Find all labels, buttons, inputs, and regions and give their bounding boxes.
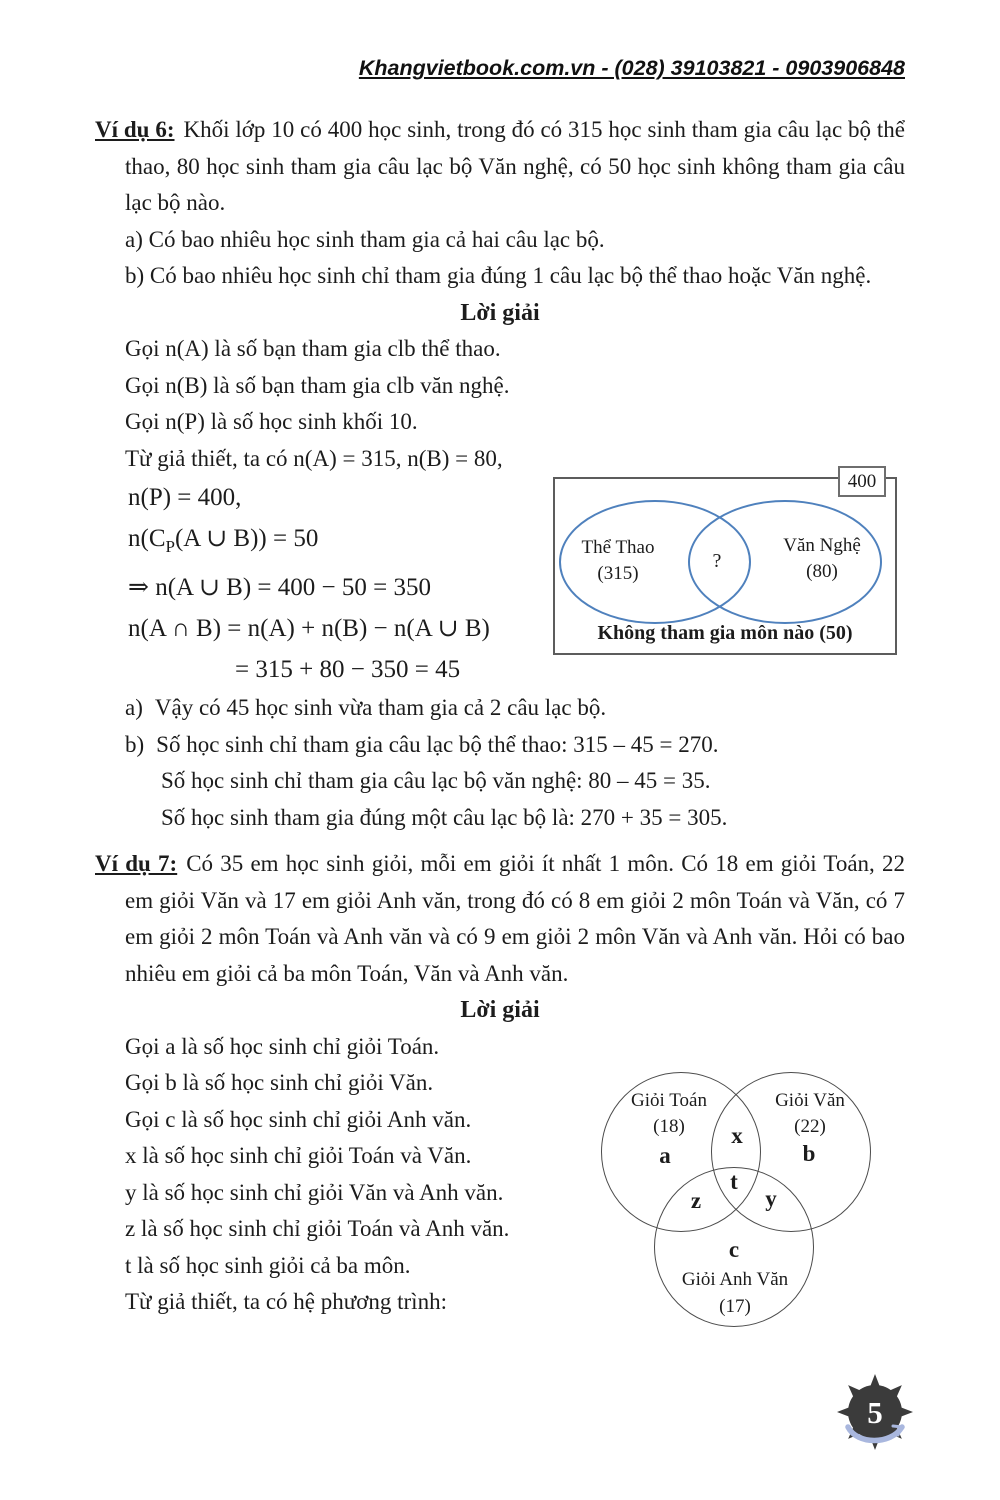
solution6-line: Gọi n(B) là số bạn tham gia clb văn nghệ. [125, 372, 510, 398]
example7-statement-text: Có 35 em học sinh giỏi, mỗi em giỏi ít nhất 1 môn. Có 18 em giỏi Toán, 22 em giỏi Văn và 17 em giỏi Anh văn, trong đó có 8 em giỏi 2 môn Toán và Văn, có 7 em giỏi 2 môn Toán và Anh văn và có 9 em giỏi 2 môn Văn và Anh văn. Hỏi có bao nhiêu em giỏi cả ba môn Toán, Văn và Anh văn. [125, 851, 906, 986]
formula-complement-pre: n(C [128, 525, 166, 552]
example7-label: Ví dụ 7: [95, 851, 178, 876]
venn1-set-b-count: (80) [806, 561, 838, 582]
result-b3: Số học sinh tham gia đúng một câu lạc bộ là: 270 + 35 = 305. [161, 804, 728, 830]
venn2-region-b: b [802, 1141, 816, 1166]
solution7-heading: Lời giải [460, 997, 540, 1023]
example6-statement [95, 112, 905, 222]
venn1-intersection-label: ? [712, 550, 722, 572]
solution7-line: Gọi a là số học sinh chỉ giỏi Toán. [125, 1033, 440, 1059]
solution7-line: t là số học sinh giỏi cả ba môn. [125, 1252, 411, 1278]
example6-statement-text: Khối lớp 10 có 400 học sinh, trong đó có 315 học sinh tham gia câu lạc bộ thể thao, 80 học sinh tham gia câu lạc bộ Văn nghệ, có 50 học sinh không tham gia câu lạc bộ nào. [125, 117, 905, 215]
venn2-region-a: a [659, 1143, 671, 1168]
venn-diagram-three-sets [595, 1062, 885, 1337]
formula-complement-post: (A ∪ B)) = 50 [174, 525, 319, 552]
venn2-set-toan-name: Giỏi Toán [631, 1090, 707, 1111]
venn1-outside-caption: Không tham gia môn nào (50) [597, 622, 853, 644]
venn2-region-z: z [690, 1188, 702, 1213]
formula-complement-sub: P [165, 537, 175, 556]
venn-diagram-two-sets [553, 471, 897, 655]
formula-np: n(P) = 400, [128, 484, 242, 511]
venn2-set-anh-count: (17) [719, 1296, 751, 1317]
example7-statement [95, 846, 905, 992]
venn2-region-c: c [728, 1237, 740, 1262]
solution7-line: Từ giả thiết, ta có hệ phương trình: [125, 1289, 447, 1314]
venn2-set-van-label [748, 1088, 872, 1140]
solution6-heading: Lời giải [460, 299, 540, 326]
venn2-set-anh-label [655, 1266, 815, 1320]
venn1-set-a-name: Thể Thao [581, 537, 655, 558]
result-b-text: Số học sinh chỉ tham gia câu lạc bộ thể thao: 315 – 45 = 270. [156, 731, 719, 757]
venn1-set-b-name: Văn Nghệ [783, 535, 861, 556]
venn2-set-van-count: (22) [794, 1116, 826, 1137]
result-a-label: a) [125, 695, 143, 720]
page-number: 5 [867, 1395, 883, 1430]
venn2-set-toan-label [607, 1088, 731, 1140]
venn2-region-t: t [730, 1169, 738, 1194]
formula-intersection: n(A ∩ B) = n(A) + n(B) − n(A ∪ B) [128, 615, 490, 642]
venn2-set-van-name: Giỏi Văn [775, 1090, 845, 1111]
solution6-line: Gọi n(P) là số học sinh khối 10. [125, 409, 418, 434]
formula-intersection-result: = 315 + 80 − 350 = 45 [235, 656, 461, 683]
solution7-line: Gọi c là số học sinh chỉ giỏi Anh văn. [125, 1106, 472, 1132]
venn2-region-y: y [765, 1186, 777, 1211]
venn2-region-x: x [731, 1123, 743, 1148]
result-a [125, 690, 905, 727]
example6-label: Ví dụ 6: [95, 117, 175, 142]
solution7-line: x là số học sinh chỉ giỏi Toán và Văn. [125, 1143, 472, 1168]
example6-question-b: b) Có bao nhiêu học sinh chỉ tham gia đúng 1 câu lạc bộ thể thao hoặc Văn nghệ. [125, 263, 872, 288]
venn1-set-b-label [767, 533, 877, 585]
example6-question-a: a) Có bao nhiêu học sinh tham gia cả hai câu lạc bộ. [125, 226, 605, 252]
solution7-line: z là số học sinh chỉ giỏi Toán và Anh văn. [125, 1216, 510, 1241]
venn2-set-anh-name: Giỏi Anh Văn [681, 1269, 789, 1290]
result-b2: Số học sinh chỉ tham gia câu lạc bộ văn nghệ: 80 – 45 = 35. [161, 768, 711, 793]
venn1-set-a-label [563, 535, 673, 587]
solution7-line: y là số học sinh chỉ giỏi Văn và Anh văn. [125, 1179, 504, 1205]
result-b [125, 727, 905, 764]
formula-union: ⇒ n(A ∪ B) = 400 − 50 = 350 [128, 574, 431, 601]
venn1-universe-badge: 400 [838, 466, 886, 497]
page-number-badge [823, 1366, 933, 1466]
result-b-label: b) [125, 731, 145, 757]
result-a-text: Vậy có 45 học sinh vừa tham gia cả 2 câu lạc bộ. [154, 695, 607, 720]
page-header-site-line: Khangvietbook.com.vn - (028) 39103821 - 0903906848 [358, 56, 905, 80]
solution7-line: Gọi b là số học sinh chỉ giỏi Văn. [125, 1070, 434, 1095]
venn2-set-toan-count: (18) [653, 1116, 685, 1137]
venn1-set-a-count: (315) [597, 563, 639, 584]
solution6-line: Gọi n(A) là số bạn tham gia clb thể thao. [125, 336, 501, 361]
solution6-given-line: Từ giả thiết, ta có n(A) = 315, n(B) = 80, [125, 445, 503, 471]
